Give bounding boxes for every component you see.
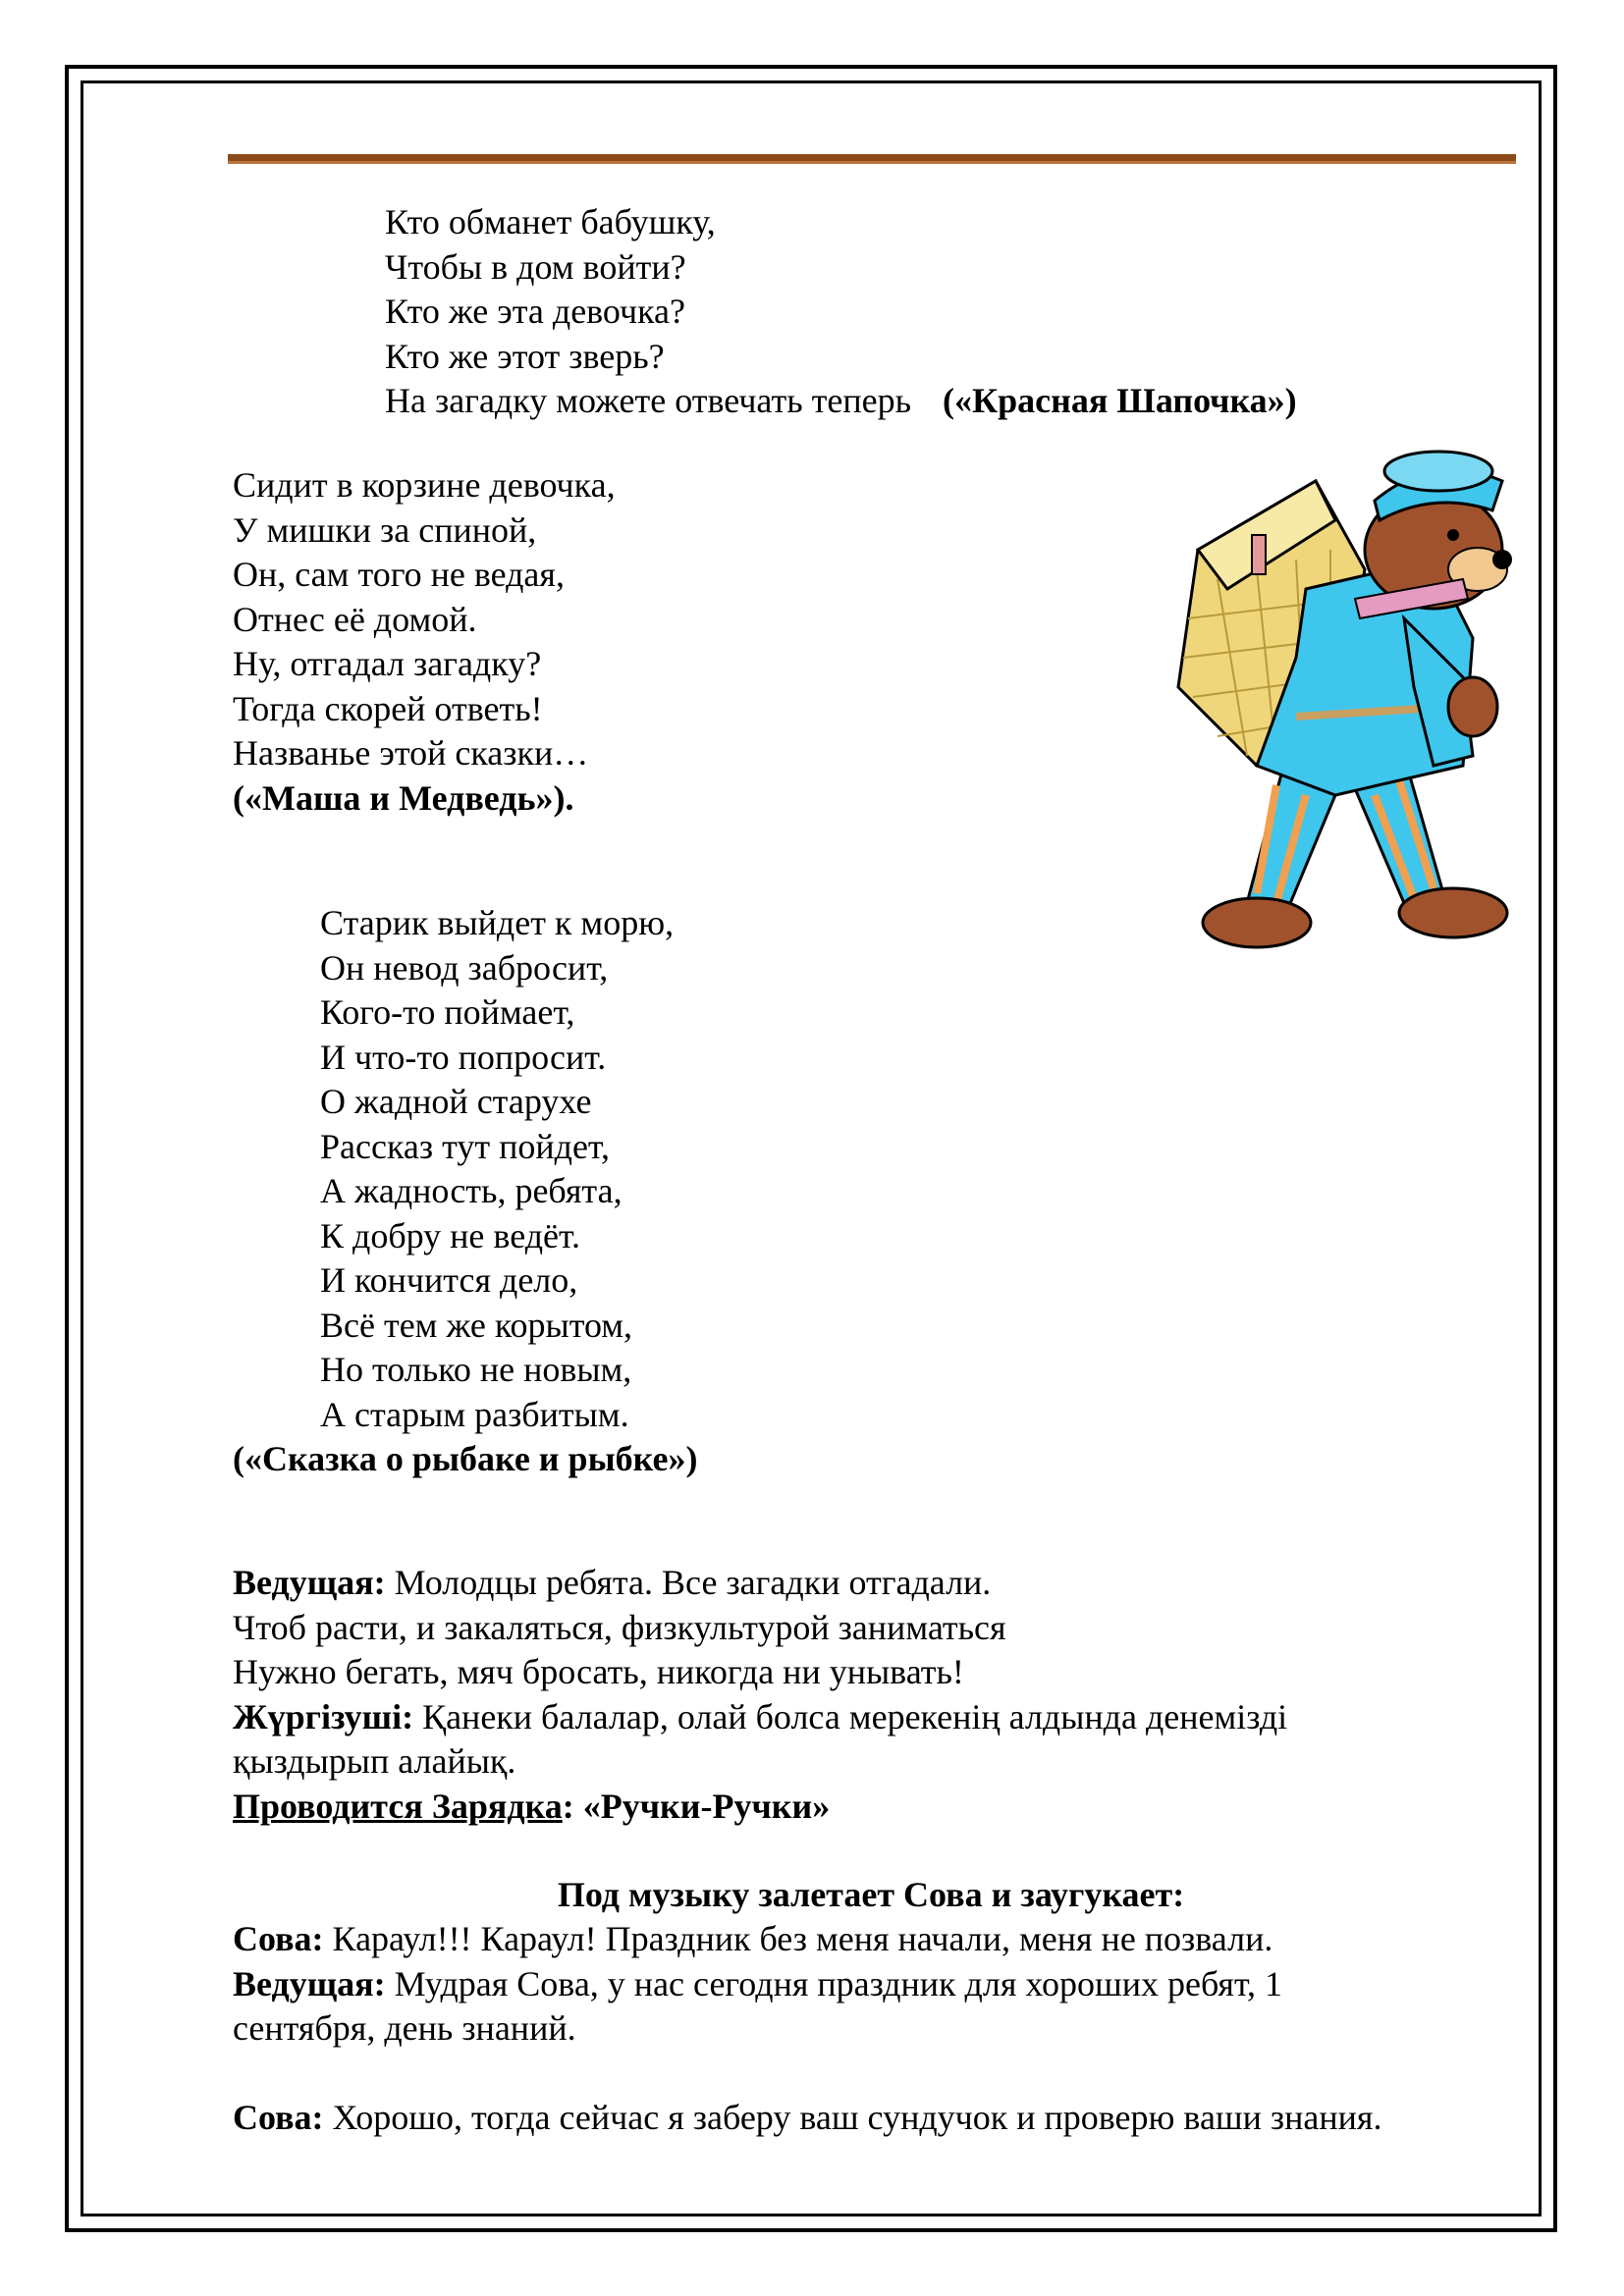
speech-text: Қанеки балалар, олай болса мерекенің алдында денемізді	[413, 1696, 1288, 1736]
riddle-3-line: О жадной старухе	[320, 1082, 592, 1121]
speech-text: қыздырып алайық.	[233, 1741, 516, 1781]
speaker-label: Ведущая:	[233, 1963, 386, 2003]
riddle-3-line: А жадность, ребята,	[320, 1171, 623, 1210]
exercise-separator: :	[562, 1786, 583, 1826]
speech-text: Нужно бегать, мяч бросать, никогда ни унывать!	[233, 1652, 964, 1691]
dialogue-line	[233, 1962, 1282, 2007]
riddle-1-line: Кто же этот зверь?	[385, 336, 665, 376]
riddle-3-line: Старик выйдет к морю,	[320, 903, 675, 942]
riddle-2-line: Ну, отгадал загадку?	[233, 644, 542, 683]
speech-text: Молодцы ребята. Все загадки отгадали.	[385, 1563, 992, 1602]
riddle-1-line: На загадку можете отвечать теперь	[385, 381, 911, 420]
riddle-3-line: Но только не новым,	[320, 1350, 632, 1389]
dialogue-1	[233, 1561, 1287, 1829]
riddle-2	[233, 463, 616, 821]
riddle-3-line: Он невод забросит,	[320, 947, 609, 988]
riddle-2-line: Тогда скорей ответь!	[233, 688, 543, 728]
riddle-1	[385, 200, 1297, 424]
riddle-1-line: Кто обманет бабушку,	[385, 202, 716, 241]
riddle-3-line: Кого-то поймает,	[320, 992, 575, 1032]
dialogue-line	[233, 1917, 1282, 1962]
riddle-2-line: Он, сам того не ведая,	[233, 555, 565, 594]
exercise-name: «Ручки-Ручки»	[582, 1786, 831, 1826]
riddle-1-line: Кто же эта девочка?	[385, 292, 685, 331]
exercise-label: Проводится Зарядка	[233, 1786, 563, 1826]
scene-dialogue	[233, 1917, 1282, 2052]
dialogue-line	[233, 1695, 1287, 1740]
scene-heading: Под музыку залетает Сова и заугукает:	[557, 1875, 1185, 1914]
riddle-3-line: Всё тем же корытом,	[320, 1305, 633, 1345]
scene-dialogue-final	[233, 2096, 1381, 2141]
riddle-1-line: Чтобы в дом войти?	[385, 246, 686, 287]
bear-with-basket-illustration	[1139, 442, 1551, 991]
riddle-2-line: Отнес её домой.	[233, 599, 477, 639]
riddle-3	[320, 901, 674, 1437]
speech-text: Чтоб расти, и закаляться, физкультурой заниматься	[233, 1607, 1006, 1647]
speech-text: Караул!!! Караул! Праздник без меня начали, меня не позвали.	[323, 1919, 1273, 1958]
riddle-2-line: У мишки за спиной,	[233, 509, 537, 550]
speech-text: сентября, день знаний.	[233, 2008, 576, 2048]
dialogue-line	[233, 1561, 1287, 1606]
speaker-label: Сова:	[233, 2098, 324, 2137]
riddle-2-line: Сидит в корзине девочка,	[233, 465, 616, 505]
speech-text: Мудрая Сова, у нас сегодня праздник для хороших ребят, 1	[385, 1963, 1282, 2003]
speech-text: Хорошо, тогда сейчас я заберу ваш сундучок и проверю ваши знания.	[323, 2098, 1382, 2137]
riddle-3-line: К добру не ведёт.	[320, 1215, 581, 1255]
riddle-1-answer: («Красная Шапочка»)	[943, 381, 1297, 420]
speaker-label: Сова:	[233, 1919, 324, 1958]
speaker-label: Ведущая:	[233, 1563, 386, 1602]
speaker-label: Жүргізуші:	[233, 1696, 414, 1736]
riddle-3-line: А старым разбитым.	[320, 1394, 629, 1434]
exercise-line	[233, 1785, 1287, 1830]
riddle-2-answer: («Маша и Медведь»).	[233, 777, 574, 818]
riddle-3-line: Рассказ тут пойдет,	[320, 1126, 610, 1166]
dialogue-line	[233, 2096, 1381, 2141]
riddle-3-line: И кончится дело,	[320, 1260, 578, 1300]
header-rule	[228, 154, 1516, 164]
riddle-3-answer: («Сказка о рыбаке и рыбке»)	[233, 1439, 698, 1478]
riddle-2-line: Названье этой сказки…	[233, 733, 589, 773]
riddle-3-line: И что-то попросит.	[320, 1037, 607, 1077]
riddle-1-last-line	[385, 379, 1297, 424]
